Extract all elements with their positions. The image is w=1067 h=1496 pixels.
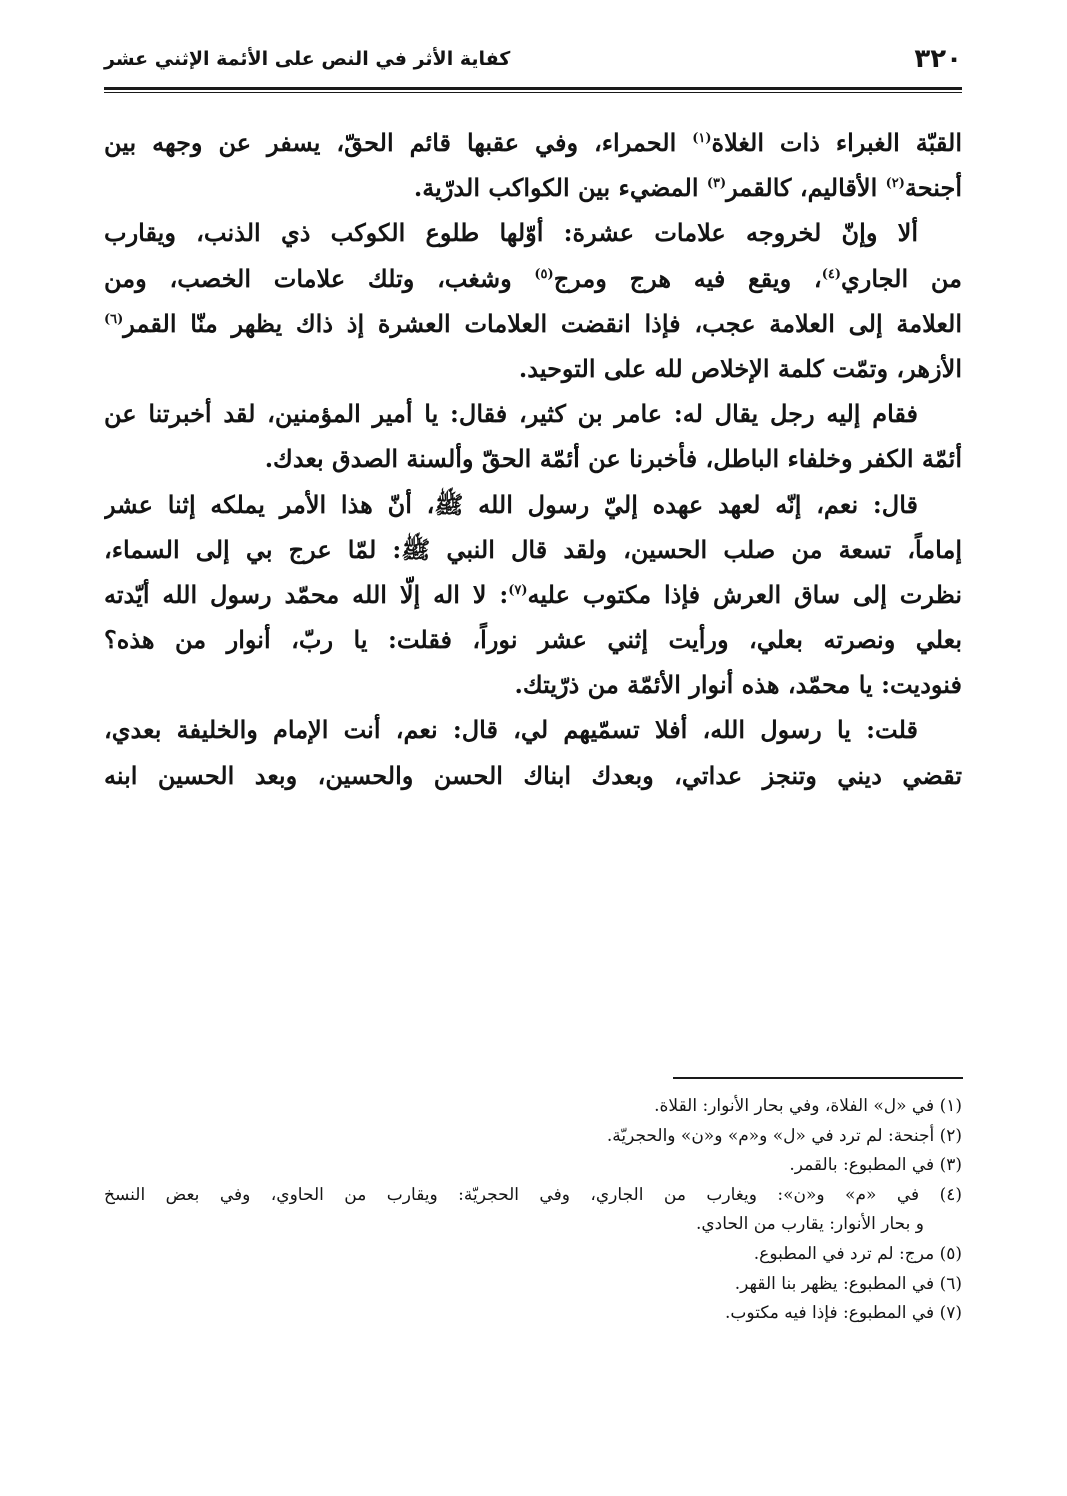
- footnote-2: (٢) أجنحة: لم ترد في «ل» و«م» و«ن» والحجريّة.: [606, 1125, 962, 1146]
- page-header: [104, 40, 962, 86]
- page-number: ٣٢٠: [914, 44, 962, 74]
- footnote-4-continued: و بحار الأنوار: يقارب من الحادي.: [695, 1214, 924, 1235]
- footnote-ref-5: (٥): [534, 266, 554, 282]
- text-line-7: فقام إليه رجل يقال له: عامر بن كثير، فقال: يا أمير المؤمنين، لقد أخبرتنا عن: [104, 399, 918, 429]
- text-line-6: الأزهر، وتمّت كلمة الإخلاص لله على التوحيد.: [518, 353, 962, 383]
- text-line-13: فنوديت: يا محمّد، هذه أنوار الأئمّة من ذرّيتك.: [514, 670, 962, 700]
- footnote-4: (٤) في «م» و«ن»: ويغارب من الجاري، وفي الحجريّة: ويقارب من الحاوي، وفي بعض النسخ: [104, 1184, 962, 1205]
- header-rule-thick: [104, 87, 962, 90]
- footnote-ref-6: (٦): [104, 311, 124, 327]
- text-line-5: العلامة إلى العلامة عجب، فإذا انقضت العلامات العشرة إذ ذاك يظهر منّا القمر$^{(٦)}$: [104, 308, 962, 338]
- text-line-9: قال: نعم، إنّه لعهد عهده إليّ رسول الله ﷺ، أنّ هذا الأمر يملكه إثنا عشر: [104, 489, 918, 519]
- text-line-2: أجنحة$^{(٢)}$ الأقاليم، كالقمر$^{(٣)}$ المضيء بين الكواكب الدرّية.: [413, 173, 962, 203]
- footnote-ref-4: (٤): [821, 266, 841, 282]
- footnote-ref-7: (٧): [508, 582, 528, 598]
- footnote-ref-1: (١): [692, 131, 712, 146]
- text-line-10: إماماً، تسعة من صلب الحسين، ولقد قال النبي ﷺ: لمّا عرج بي إلى السماء،: [104, 534, 962, 564]
- text-line-1: القبّة الغبراء ذات الغلاة$^{(١)}$ الحمراء، وفي عقبها قائم الحقّ، يسفر عن وجهه بين: [104, 128, 962, 157]
- footnote-5: (٥) مرج: لم ترد في المطبوع.: [753, 1243, 962, 1264]
- text-line-8: أئمّة الكفر وخلفاء الباطل، فأخبرنا عن أئمّة الحقّ وألسنة الصدق بعدك.: [264, 444, 962, 474]
- text-line-11: نظرت إلى ساق العرش فإذا مكتوب عليه$^{(٧)}$: لا اله إلّا الله محمّد رسول الله أيّدته: [104, 579, 962, 609]
- text-line-15: تقضي ديني وتنجز عداتي، وبعدك ابناك الحسن والحسين، وبعد الحسين ابنه: [104, 760, 962, 790]
- footnotes: [104, 1092, 962, 1329]
- footnote-3: (٣) في المطبوع: بالقمر.: [789, 1155, 962, 1176]
- footnote-6: (٦) في المطبوع: يظهر بنا القهر.: [734, 1273, 962, 1294]
- text-line-3: ألا وإنّ لخروجه علامات عشرة: أوّلها طلوع الكوكب ذي الذنب، ويقارب: [104, 218, 918, 248]
- text-line-4: من الجاري$^{(٤)}$، ويقع فيه هرج ومرج$^{(٥)}$ وشغب، وتلك علامات الخصب، ومن: [104, 263, 962, 293]
- running-title: كفاية الأثر في النص على الأئمة الإثني عشر: [104, 48, 511, 70]
- footnote-ref-3: (٣): [706, 176, 727, 192]
- footnote-7: (٧) في المطبوع: فإذا فيه مكتوب.: [725, 1303, 962, 1324]
- text-line-14: قلت: يا رسول الله، أفلا تسمّيهم لي، قال: نعم، أنت الإمام والخليفة بعدي،: [104, 715, 918, 745]
- footnote-1: (١) في «ل» الفلاة، وفي بحار الأنوار: القلاة.: [654, 1096, 962, 1116]
- text-line-12: بعلي ونصرته بعلي، ورأيت إثني عشر نوراً، فقلت: يا ربّ، أنوار من هذه؟: [104, 625, 962, 655]
- main-text: [104, 120, 962, 798]
- footnote-separator: [673, 1077, 963, 1079]
- footnote-ref-2: (٢): [885, 176, 905, 192]
- header-rule-thin: [104, 92, 962, 93]
